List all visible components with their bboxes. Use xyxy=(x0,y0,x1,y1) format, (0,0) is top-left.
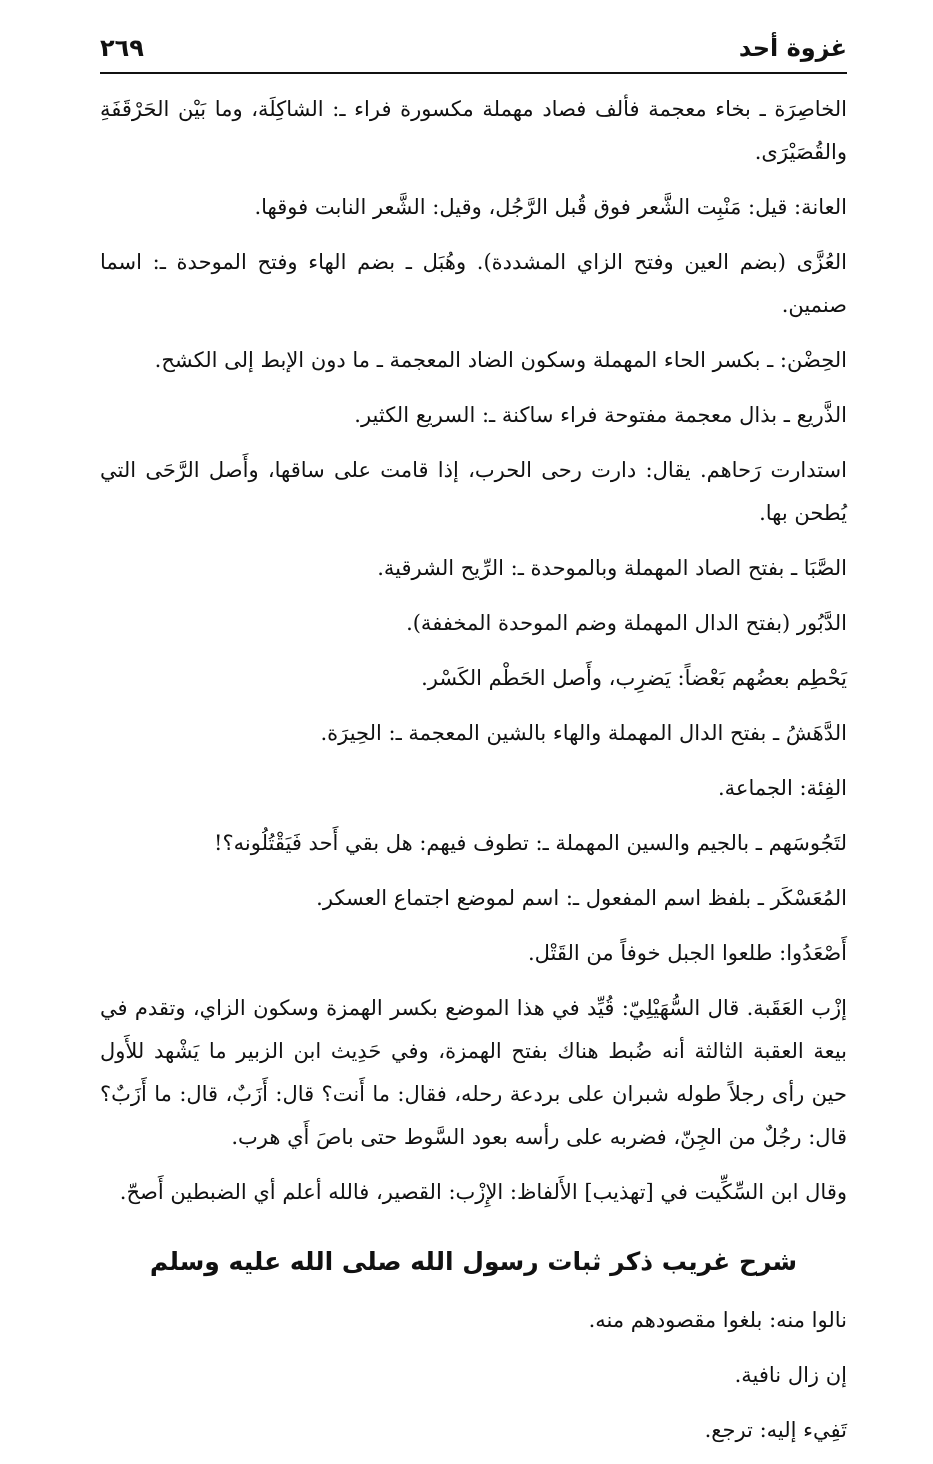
main-text xyxy=(100,88,847,1464)
section-heading: شرح غريب ذكر ثبات رسول الله صلى الله عليه وسلم xyxy=(149,1247,798,1276)
page-number: ٢٦٩ xyxy=(100,34,144,62)
glossary-entry: الصَّبَا ـ بفتح الصاد المهملة وبالموحدة ـ: الرِّيح الشرقية. xyxy=(377,556,847,580)
glossary-entry: العانة: قيل: مَنْبِت الشَّعر فوق قُبل الرَّجُل، وقيل: الشَّعر النابت فوقها. xyxy=(254,195,847,219)
glossary-entry: إن زال نافية. xyxy=(734,1363,847,1387)
header-divider xyxy=(100,72,847,74)
glossary-entry: الخاصِرَة ـ بخاء معجمة فألف فصاد مهملة مكسورة فراء ـ: الشاكِلَة، وما بَيْن الحَرْقَفَةِ والقُصَيْرَى. xyxy=(100,97,847,164)
glossary-entry: نالوا منه: بلغوا مقصودهم منه. xyxy=(588,1308,847,1332)
glossary-entry: لتَجُوسَهم ـ بالجيم والسين المهملة ـ: تطوف فيهم: هل بقي أَحد فَيَقْتُلُونه؟! xyxy=(214,831,847,855)
running-header xyxy=(100,28,847,72)
glossary-entry: الذَّريع ـ بذال معجمة مفتوحة فراء ساكنة ـ: السريع الكثير. xyxy=(354,403,847,427)
glossary-entry: تَفِيء إليه: ترجع. xyxy=(704,1418,847,1442)
chapter-title: غزوة أحد xyxy=(738,34,847,62)
glossary-entry: وقال ابن السِّكِّيت في [تهذيب] الأَلفاظ: الإِزْب: القصير، فالله أعلم أي الضبطين أَصحّ. xyxy=(119,1180,847,1204)
glossary-entry: أَصْعَدُوا: طلعوا الجبل خوفاً من القَتْل. xyxy=(527,941,847,965)
glossary-entry: يَحْطِم بعضُهم بَعْضاً: يَضرِب، وأَصل الحَطْم الكَسْر. xyxy=(421,666,847,690)
glossary-entry: الدَّبُور (بفتح الدال المهملة وضم الموحدة المخففة). xyxy=(406,611,847,635)
glossary-entry: الفِئة: الجماعة. xyxy=(718,776,847,800)
glossary-entry: الدَّهَشُ ـ بفتح الدال المهملة والهاء بالشين المعجمة ـ: الحِيرَة. xyxy=(320,721,847,745)
glossary-entry: العُزَّى (بضم العين وفتح الزاي المشددة). وهُبَل ـ بضم الهاء وفتح الموحدة ـ: اسما صنمين. xyxy=(100,250,847,317)
glossary-entry: الحِضْن: ـ بكسر الحاء المهملة وسكون الضاد المعجمة ـ ما دون الإبط إلى الكشح. xyxy=(154,348,847,372)
glossary-entry: إزْب العَقَبة. قال السُّهَيْلِيّ: قُيِّد في هذا الموضع بكسر الهمزة وسكون الزاي، وتقدم في بيعة العقبة الثالثة أنه ضُبط هناك بفتح الهمزة، وفي حَدِيث ابن الزبير ما يَشْهد للأَول حين رأى رجلاً طوله شبران على بردعة رحله، فقال: ما أَنت؟ قال: أَزَبٌ، قال: ما أَزَبٌ؟ قال: رجُلٌ من الجِنّ، فضربه على رأسه بعود السَّوط حتى باصَ أَي هرب. xyxy=(100,996,847,1149)
glossary-entry: استدارت رَحاهم. يقال: دارت رحى الحرب، إذا قامت على ساقها، وأَصل الرَّحَى التي يُطحن بها. xyxy=(100,458,847,525)
glossary-entry: المُعَسْكَر ـ بلفظ اسم المفعول ـ: اسم لموضع اجتماع العسكر. xyxy=(316,886,847,910)
